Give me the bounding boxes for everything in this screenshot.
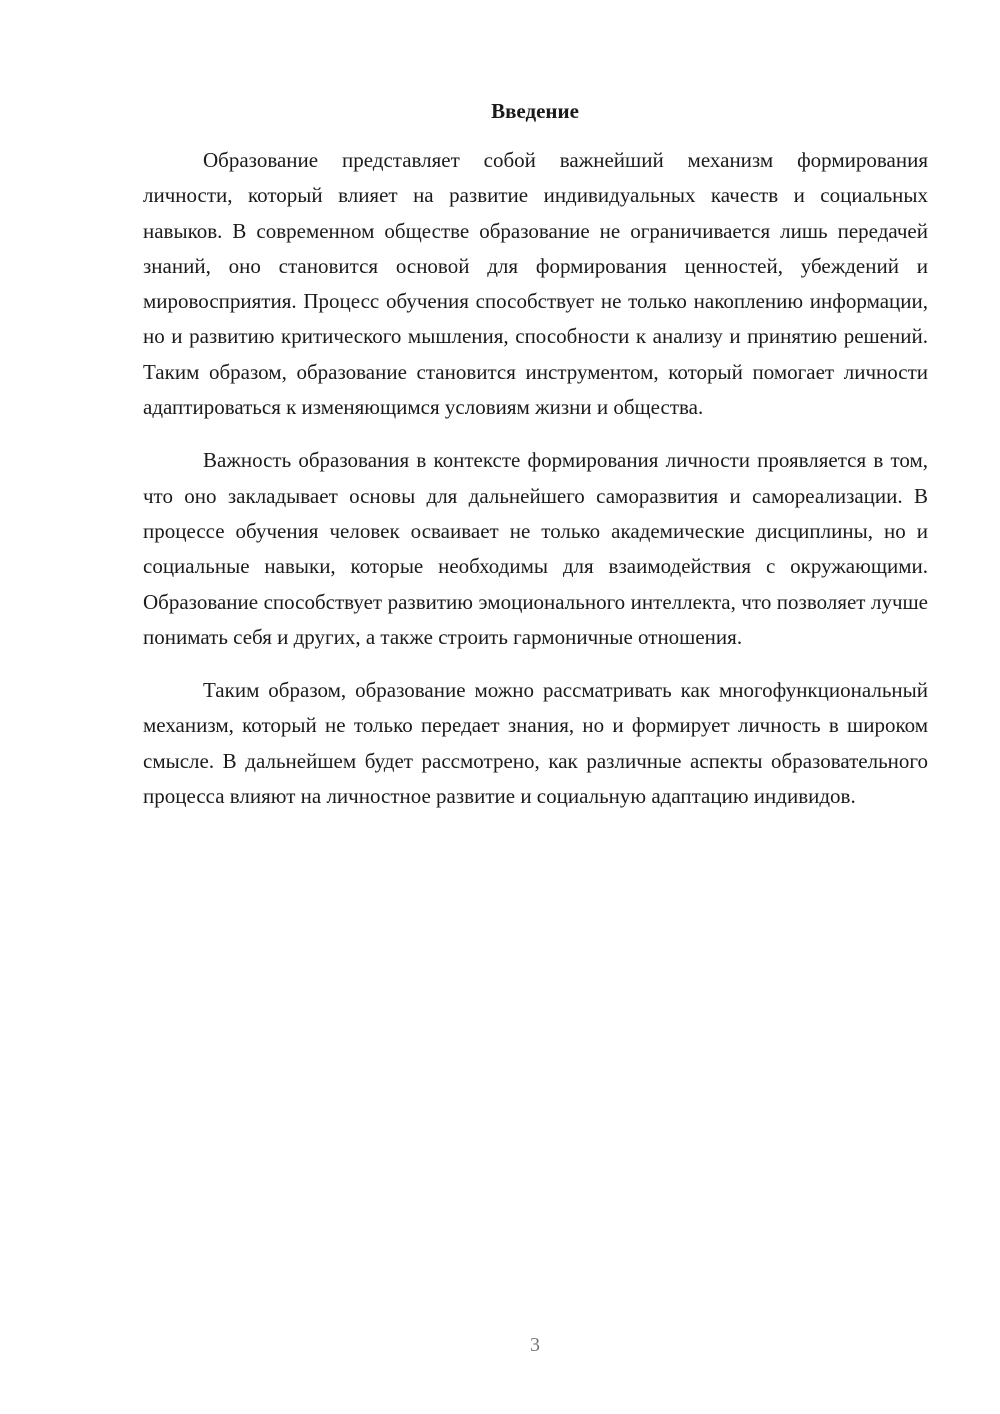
paragraph-2: Важность образования в контексте формирования личности проявляется в том, что оно закладывает основы для дальнейшего саморазвития и самореализации. В процессе обучения человек осваивает не только академические дисциплины, но и социальные навыки, которые необходимы для взаимодействия с окружающими. Образование способствует развитию эмоционального интеллекта, что позволяет лучше понимать себя и других, а также строить гармоничные отношения. [143, 448, 928, 649]
paragraph-3: Таким образом, образование можно рассматривать как многофункциональный механизм, который не только передает знания, но и формирует личность в широком смысле. В дальнейшем будет рассмотрено, как различные аспекты образовательного процесса влияют на личностное развитие и социальную адаптацию индивидов. [143, 678, 928, 809]
body-text [143, 143, 928, 814]
page-number: 3 [530, 1334, 540, 1356]
paragraph-1: Образование представляет собой важнейший механизм формирования личности, который влияет на развитие индивидуальных качеств и социальных навыков. В современном обществе образование не ограничивается лишь передачей знаний, оно становится основой для формирования ценностей, убеждений и мировосприятия. Процесс обучения способствует не только накоплению информации, но и развитию критического мышления, способности к анализу и принятию решений. Таким образом, образование становится инструментом, который помогает личности адаптироваться к изменяющимся условиям жизни и общества. [143, 148, 928, 420]
section-heading: Введение [491, 99, 579, 123]
